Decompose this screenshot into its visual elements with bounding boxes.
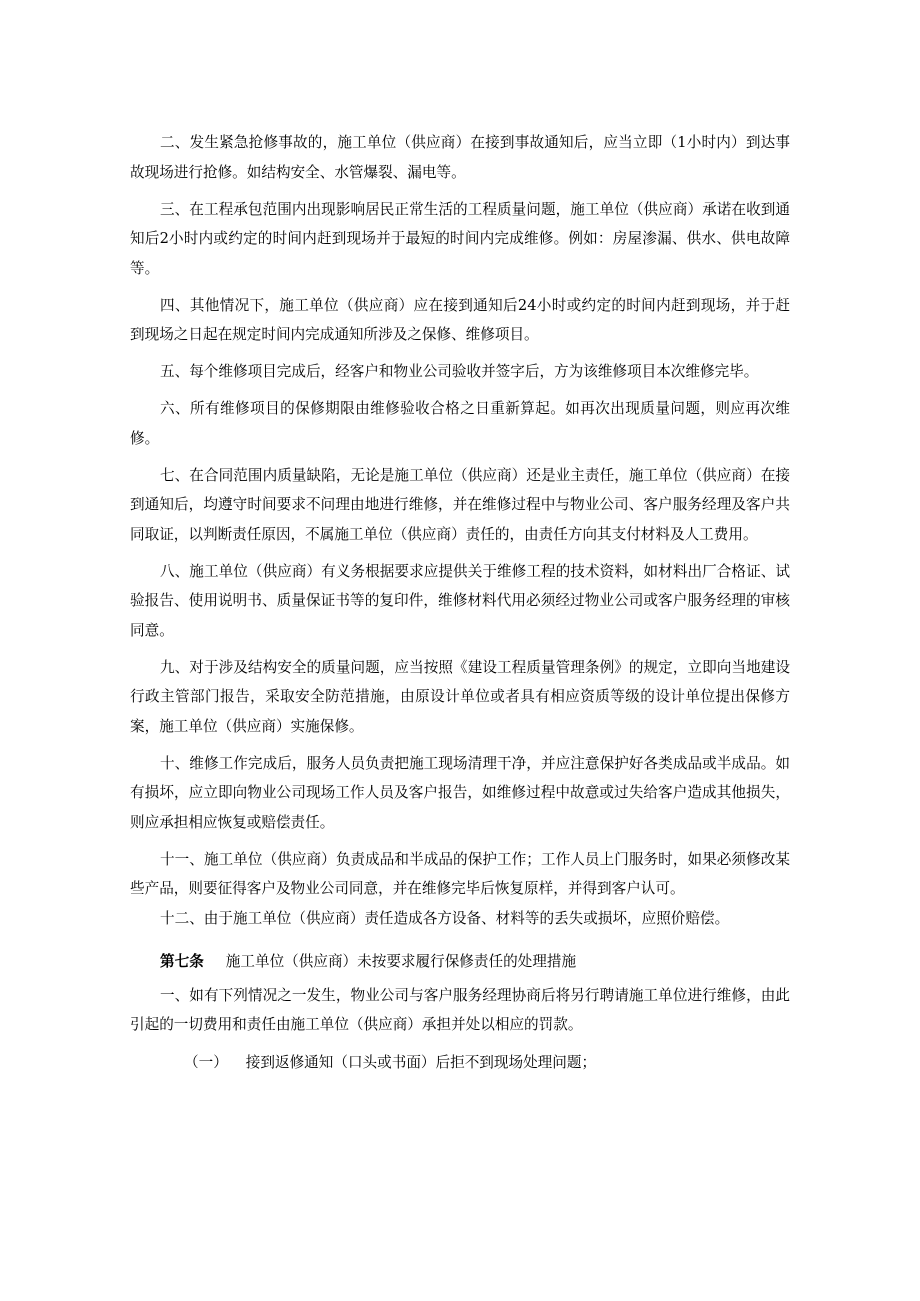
clause-4: 四、其他情况下，施工单位（供应商）应在接到通知后24小时或约定的时间内赶到现场，并于赶到现场之日起在规定时间内完成通知所涉及之保修、维修项目。	[130, 296, 790, 343]
clause-5: 五、每个维修项目完成后，经客户和物业公司验收并签字后，方为该维修项目本次维修完毕。	[160, 363, 759, 380]
clause-3: 三、在工程承包范围内出现影响居民正常生活的工程质量问题，施工单位（供应商）承诺在收到通知后2小时内或约定的时间内赶到现场并于最短的时间内完成维修。例如：房屋渗漏、供水、供电故障等。	[130, 200, 790, 277]
clause-8: 八、施工单位（供应商）有义务根据要求应提供关于维修工程的技术资料，如材料出厂合格证、试验报告、使用说明书、质量保证书等的复印件，维修材料代用必须经过物业公司或客户服务经理的审核同意。	[130, 562, 790, 639]
clause-9: 九、对于涉及结构安全的质量问题，应当按照《建设工程质量管理条例》的规定，立即向当地建设行政主管部门报告，采取安全防范措施，由原设计单位或者具有相应资质等级的设计单位提出保修方案，施工单位（供应商）实施保修。	[130, 658, 790, 735]
clause-6: 六、所有维修项目的保修期限由维修验收合格之日重新算起。如再次出现质量问题，则应再次维修。	[130, 400, 790, 447]
clause-10: 十、维修工作完成后，服务人员负责把施工现场清理干净，并应注意保护好各类成品或半成品。如有损坏，应立即向物业公司现场工作人员及客户报告，如维修过程中故意或过失给客户造成其他损失，则应承担相应恢复或赔偿责任。	[130, 754, 790, 831]
document-page	[130, 128, 790, 1077]
sub-item-1	[130, 1048, 790, 1078]
article-clause-1: 一、如有下列情况之一发生，物业公司与客户服务经理协商后将另行聘请施工单位进行维修，由此引起的一切费用和责任由施工单位（供应商）承担并处以相应的罚款。	[130, 986, 790, 1033]
article-title: 施工单位（供应商）未按要求履行保修责任的处理措施	[225, 953, 577, 970]
clause-2: 二、发生紧急抢修事故的，施工单位（供应商）在接到事故通知后，应当立即（1小时内）到达事故现场进行抢修。如结构安全、水管爆裂、漏电等。	[130, 134, 790, 181]
sub-item-number: （一）	[184, 1053, 228, 1071]
article-heading	[130, 947, 790, 977]
article-number: 第七条	[160, 953, 204, 970]
clause-11: 十一、施工单位（供应商）负责成品和半成品的保护工作；工作人员上门服务时，如果必须修改某些产品，则要征得客户及物业公司同意，并在维修完毕后恢复原样，并得到客户认可。	[130, 850, 790, 897]
clause-7: 七、在合同范围内质量缺陷，无论是施工单位（供应商）还是业主责任，施工单位（供应商）在接到通知后，均遵守时间要求不问理由地进行维修，并在维修过程中与物业公司、客户服务经理及客户共同取证，以判断责任原因，不属施工单位（供应商）责任的，由责任方向其支付材料及人工费用。	[130, 466, 790, 543]
sub-item-text: 接到返修通知（口头或书面）后拒不到现场处理问题；	[245, 1053, 597, 1071]
clause-12: 十二、由于施工单位（供应商）责任造成各方设备、材料等的丢失或损坏，应照价赔偿。	[160, 909, 730, 927]
